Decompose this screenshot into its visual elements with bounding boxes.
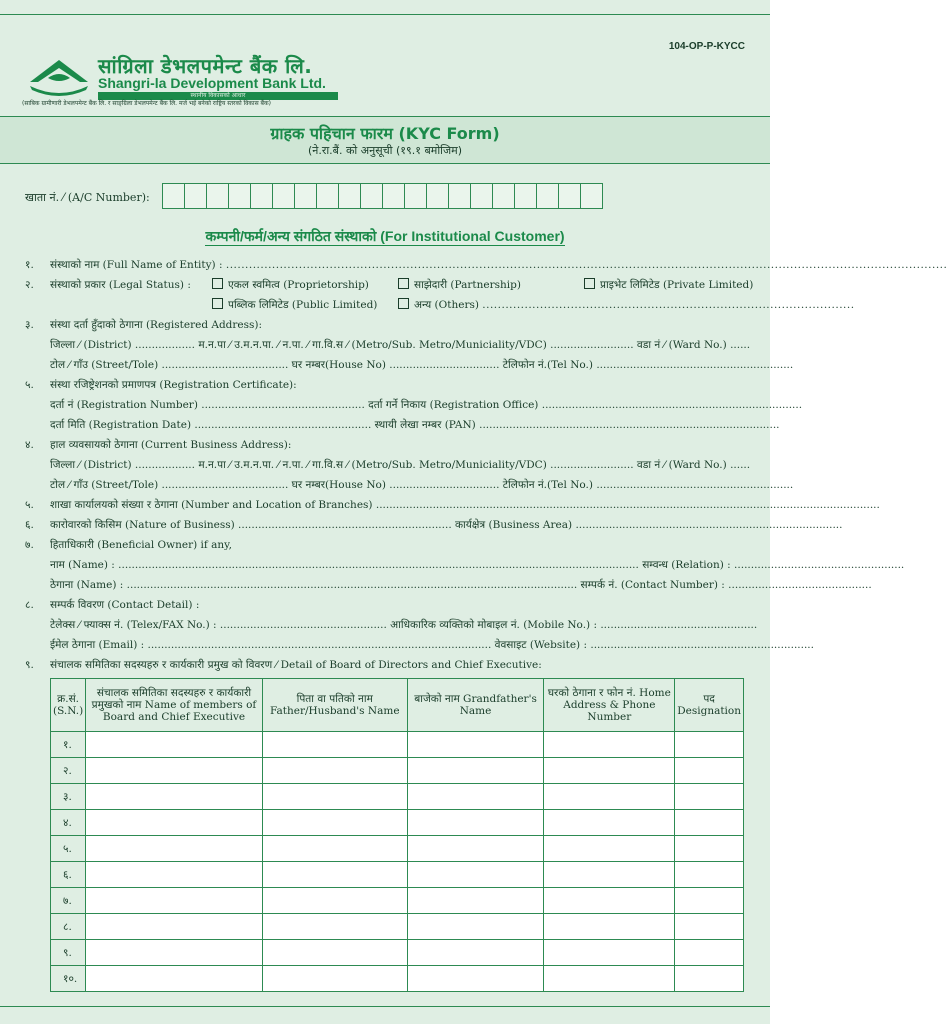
header-sn: क्र.सं. (S.N.) (51, 679, 86, 732)
option-private-limited[interactable]: प्राइभेट लिमिटेड (Private Limited) (584, 278, 753, 292)
option-public-limited[interactable]: पब्लिक लिमिटेड (Public Limited) (212, 298, 377, 312)
email-website-line[interactable] (0, 638, 814, 654)
field-number: २. (25, 279, 34, 291)
table-cell[interactable] (407, 810, 544, 836)
field-legal-status (0, 278, 770, 294)
row-serial-number: १०. (51, 966, 86, 992)
field-board-details (0, 658, 770, 674)
account-digit-box[interactable] (404, 183, 427, 209)
registration-date-line[interactable] (0, 418, 780, 434)
account-digit-box[interactable] (558, 183, 581, 209)
board-directors-table (50, 678, 744, 992)
account-digit-box[interactable] (448, 183, 471, 209)
table-cell[interactable] (675, 758, 744, 784)
table-header-row (51, 679, 744, 732)
registered-street-line[interactable] (0, 358, 794, 374)
table-row (51, 784, 744, 810)
table-cell[interactable] (544, 914, 675, 940)
bank-logo-icon (28, 56, 90, 100)
account-digit-box[interactable] (492, 183, 515, 209)
table-row (51, 914, 744, 940)
table-cell[interactable] (675, 862, 744, 888)
form-code: 104-OP-P-KYCC (668, 41, 745, 52)
checkbox[interactable] (584, 278, 595, 289)
field-number: १. (25, 259, 34, 271)
table-cell[interactable] (262, 784, 407, 810)
table-cell[interactable] (262, 732, 407, 758)
row-serial-number: ४. (51, 810, 86, 836)
field-legal-status-row2 (0, 298, 855, 314)
account-number-label: खाता नं. ⁄ (A/C Number): (25, 191, 150, 204)
table-cell[interactable] (407, 836, 544, 862)
field-line: नाम (Name) : ............................................................................................................................................................ सम्वन्ध (Relation) : ................................................... (50, 559, 905, 571)
table-cell[interactable] (407, 862, 544, 888)
row-serial-number: ५. (51, 836, 86, 862)
checkbox[interactable] (212, 298, 223, 309)
table-cell[interactable] (675, 940, 744, 966)
field-label: कारोवारको किसिम (Nature of Business) ................................................................ कार्यक्षेत्र (Business Area) ................................................................................ (50, 519, 843, 531)
table-cell[interactable] (675, 732, 744, 758)
row-serial-number: ७. (51, 888, 86, 914)
table-row (51, 888, 744, 914)
table-cell[interactable] (407, 914, 544, 940)
field-number: ७. (25, 539, 34, 551)
table-cell[interactable] (675, 784, 744, 810)
field-label: संचालक समितिका सदस्यहरु र कार्यकारी प्रमुख को विवरण ⁄ Detail of Board of Directors and Chief Executive: (50, 659, 542, 671)
field-label: संस्था दर्ता हुँदाको ठेगाना (Registered Address): (50, 319, 263, 331)
field-line: ठेगाना (Name) : ....................................................................................................................................... सम्पर्क नं. (Contact Number) : ........................................... (50, 579, 872, 591)
table-cell[interactable] (262, 758, 407, 784)
current-street-line[interactable] (0, 478, 794, 494)
table-cell[interactable] (86, 940, 263, 966)
field-contact-detail (0, 598, 770, 614)
form-subtitle: (ने.रा.बैं. को अनुसूची (१९.१ बमोजिम) (307, 144, 463, 157)
field-label: हाल व्यवसायको ठेगाना (Current Business Address): (50, 439, 292, 451)
checkbox[interactable] (398, 278, 409, 289)
field-registered-address (0, 318, 770, 334)
account-digit-box[interactable] (470, 183, 493, 209)
checkbox[interactable] (212, 278, 223, 289)
field-number: ८. (25, 599, 34, 611)
field-entity-name[interactable] (0, 258, 947, 274)
header-name: संचालक समितिका सदस्यहरु र कार्यकारी प्रमुखको नाम Name of members of Board and Chief Executive (86, 679, 263, 732)
row-serial-number: १. (51, 732, 86, 758)
table-row (51, 940, 744, 966)
table-cell[interactable] (675, 914, 744, 940)
account-digit-box[interactable] (382, 183, 405, 209)
field-line: टेलेक्स ⁄ फ्याक्स नं. (Telex/FAX No.) : .................................................. आधिकारिक व्यक्तिको मोबाइल नं. (Mobile No.) : ............................................... (50, 619, 758, 631)
field-line: टोल ⁄ गाँउ (Street/Tole) ...................................... घर नम्बर(House No) ................................. टेलिफोन नं.(Tel No.) ........................................................... (50, 359, 794, 371)
bank-tagline: स्थानीय विकासको आधार (98, 92, 338, 100)
account-digit-box[interactable] (316, 183, 339, 209)
field-line: जिल्ला ⁄ (District) .................. म.न.पा ⁄ उ.म.न.पा. ⁄ न.पा. ⁄ गा.वि.स ⁄ (Metro/Sub. Metro/Municiality/VDC) ......................... वडा नं ⁄ (Ward No.) ...... (50, 459, 751, 471)
account-digit-box[interactable] (360, 183, 383, 209)
field-number: ५. (25, 499, 34, 511)
table-row (51, 836, 744, 862)
field-label: शाखा कार्यालयको संख्या र ठेगाना (Number and Location of Branches) ....................................................................................................................................................... (50, 499, 880, 511)
bank-logo-block (24, 52, 354, 110)
table-cell[interactable] (407, 758, 544, 784)
checkbox[interactable] (398, 298, 409, 309)
table-cell[interactable] (675, 966, 744, 992)
account-digit-box[interactable] (580, 183, 603, 209)
table-cell[interactable] (544, 732, 675, 758)
option-proprietorship[interactable]: एकल स्वमित्व (Proprietorship) (212, 278, 369, 292)
option-partnership[interactable]: साझेदारी (Partnership) (398, 278, 521, 292)
table-cell[interactable] (86, 732, 263, 758)
registration-number-line[interactable] (0, 398, 803, 414)
account-digit-box[interactable] (426, 183, 449, 209)
field-line: जिल्ला ⁄ (District) .................. म.न.पा ⁄ उ.म.न.पा. ⁄ न.पा. ⁄ गा.वि.स ⁄ (Metro/Sub. Metro/Municiality/VDC) ......................... वडा नं ⁄ (Ward No.) ...... (50, 339, 751, 351)
table-cell[interactable] (407, 732, 544, 758)
field-line: टोल ⁄ गाँउ (Street/Tole) ...................................... घर नम्बर(House No) ................................. टेलिफोन नं.(Tel No.) ........................................................... (50, 479, 794, 491)
account-digit-box[interactable] (228, 183, 251, 209)
table-cell[interactable] (86, 836, 263, 862)
table-cell[interactable] (544, 888, 675, 914)
table-cell[interactable] (407, 784, 544, 810)
bank-merger-note: (साबिक ग्रामीणारी डेभलपमेन्ट बैंक लि. र साङ्ग्रिला डेभलपमेन्ट बैंक लि. मर्ज भई बनेको राष्ट्रिय स्तरको विकास बैंक) (22, 100, 271, 107)
account-digit-box[interactable] (184, 183, 207, 209)
table-cell[interactable] (407, 940, 544, 966)
field-number: ३. (25, 319, 34, 331)
row-serial-number: ६. (51, 862, 86, 888)
field-number: ९. (25, 659, 34, 671)
option-others[interactable]: अन्य (Others) ................................................................................................. (398, 298, 855, 312)
table-cell[interactable] (262, 940, 407, 966)
table-cell[interactable] (86, 810, 263, 836)
account-digit-box[interactable] (294, 183, 317, 209)
bank-name-english: Shangri-la Development Bank Ltd. (98, 75, 326, 91)
field-number: ६. (25, 519, 34, 531)
account-digit-box[interactable] (514, 183, 537, 209)
table-cell[interactable] (544, 758, 675, 784)
account-digit-box[interactable] (272, 183, 295, 209)
table-cell[interactable] (544, 940, 675, 966)
field-label: संस्थाको नाम (Full Name of Entity) : ............................................................................................................................................................................................ (50, 259, 947, 271)
table-cell[interactable] (544, 810, 675, 836)
table-cell[interactable] (544, 966, 675, 992)
fax-mobile-line[interactable] (0, 618, 770, 634)
header-father-husband: पिता वा पतिको नाम Father/Husband's Name (262, 679, 407, 732)
table-cell[interactable] (86, 784, 263, 810)
account-digit-box[interactable] (536, 183, 559, 209)
table-cell[interactable] (675, 836, 744, 862)
table-cell[interactable] (407, 888, 544, 914)
beneficial-owner-address-line[interactable] (0, 578, 872, 594)
table-cell[interactable] (262, 914, 407, 940)
table-cell[interactable] (86, 914, 263, 940)
row-serial-number: २. (51, 758, 86, 784)
field-registration-certificate (0, 378, 770, 394)
table-cell[interactable] (262, 888, 407, 914)
field-line: दर्ता नं (Registration Number) ................................................. दर्ता गर्ने निकाय (Registration Office) .............................................................................. (50, 399, 803, 411)
table-cell[interactable] (86, 966, 263, 992)
field-line: ईमेल ठेगाना (Email) : ....................................................................................................... वेवसाइट (Website) : ................................................................... (50, 639, 814, 651)
table-cell[interactable] (544, 862, 675, 888)
account-digit-box[interactable] (162, 183, 185, 209)
table-cell[interactable] (675, 810, 744, 836)
field-branches[interactable] (0, 498, 880, 514)
row-serial-number: ३. (51, 784, 86, 810)
table-row (51, 810, 744, 836)
table-cell[interactable] (262, 862, 407, 888)
row-serial-number: ९. (51, 940, 86, 966)
header-designation: पद Designation (675, 679, 744, 732)
bottom-rule (0, 1006, 770, 1007)
beneficial-owner-name-line[interactable] (0, 558, 905, 574)
field-label: सम्पर्क विवरण (Contact Detail) : (50, 599, 200, 611)
field-label: हिताधिकारी (Beneficial Owner) if any, (50, 539, 233, 551)
field-label: संस्थाको प्रकार (Legal Status) : (50, 279, 191, 291)
top-rule (0, 14, 770, 15)
bank-name-nepali: सांग्रिला डेभलपमेन्ट बैंक लि. (98, 54, 313, 78)
table-cell[interactable] (86, 862, 263, 888)
account-number-boxes[interactable] (163, 183, 603, 209)
field-number: ४. (25, 439, 34, 451)
table-cell[interactable] (544, 784, 675, 810)
registered-district-line[interactable] (0, 338, 770, 354)
field-label: संस्था रजिष्ट्रेशनको प्रमाणपत्र (Registration Certificate): (50, 379, 297, 391)
form-title: ग्राहक पहिचान फारम (KYC Form) (270, 124, 500, 143)
account-digit-box[interactable] (338, 183, 361, 209)
table-row (51, 732, 744, 758)
field-current-address (0, 438, 770, 454)
header-address-phone: घरको ठेगाना र फोन नं. Home Address & Phone Number (544, 679, 675, 732)
field-number: ५. (25, 379, 34, 391)
account-digit-box[interactable] (250, 183, 273, 209)
section-title: कम्पनी/फर्म/अन्य संगठित संस्थाको (For Institutional Customer) (205, 228, 565, 244)
row-serial-number: ८. (51, 914, 86, 940)
table-cell[interactable] (407, 966, 544, 992)
table-cell[interactable] (262, 966, 407, 992)
table-cell[interactable] (262, 810, 407, 836)
table-cell[interactable] (86, 888, 263, 914)
account-digit-box[interactable] (206, 183, 229, 209)
table-row (51, 758, 744, 784)
table-cell[interactable] (544, 836, 675, 862)
table-cell[interactable] (86, 758, 263, 784)
field-beneficial-owner (0, 538, 770, 554)
header-grandfather: बाजेको नाम Grandfather's Name (407, 679, 544, 732)
table-cell[interactable] (262, 836, 407, 862)
table-row (51, 862, 744, 888)
field-line: दर्ता मिति (Registration Date) ..................................................... स्थायी लेखा नम्बर (PAN) .......................................................................................... (50, 419, 780, 431)
current-district-line[interactable] (0, 458, 770, 474)
table-cell[interactable] (675, 888, 744, 914)
field-nature-of-business[interactable] (0, 518, 843, 534)
table-row (51, 966, 744, 992)
